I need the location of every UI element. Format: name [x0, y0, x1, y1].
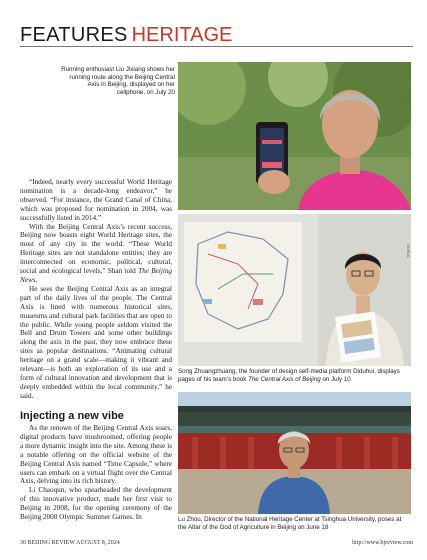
photo-credit: XINHUA: [406, 422, 410, 436]
photo-founder: [178, 214, 411, 366]
caption-founder-date: on July 10: [320, 375, 351, 383]
paragraph: Li Chaoqun, who spearheaded the development of this innovative product, made her first visit to Beijing in 2008, for the opening ceremony of the Beijing 2008 Olympic Summer Games. In: [20, 486, 172, 522]
caption-runner: Running enthusiast Liu Jixiang shows her running route along the Beijing Central Axis in Beijing, displayed on her cellphone, on July 20: [61, 66, 175, 96]
paragraph-text: With the Beijing Central Axis’s recent success, Beijing now boasts eight World Heritage sites, the most of any city in the world. “These World Heritage sites are not standalone entities; they are interconnected on economic, political, cultural, social and ecological levels,” Shan told: [20, 222, 172, 276]
paragraph: [20, 223, 172, 285]
photo-runner-image: [178, 62, 411, 210]
article-body-top: [20, 178, 172, 401]
photo-credit: XINHUA: [406, 92, 410, 106]
section-title: FEATURES: [20, 24, 128, 46]
paragraph: As the renown of the Beijing Central Axis soars, digital products have mushroomed, offering people a more dynamic insight into the site. Among these is a notable offering on the official website of the Beijing Central Axis named “Time Capsule,” where users can embark on a virtual flight over the Central Axis, delving into its rich history.: [20, 424, 172, 486]
page-footer: [20, 540, 413, 546]
caption-founder: [178, 368, 411, 383]
article-body-bottom: [20, 424, 172, 522]
photo-director: [178, 392, 411, 514]
footer-issue: 30 BEIJING REVIEW AUGUST 8, 2024: [20, 540, 120, 546]
paragraph: He sees the Beijing Central Axis as an integral part of the daily lives of the people. The Central Axis is lined with numerous historical sites, museums and cultural park facilities that are open to the public. While young people seldom visited the Bell and Drum Towers and some other buildings along the axis in the past, they now embrace these sites as popular destinations. “Animating cultural heritage on a grand scale—making it vibrant and relevant—is both an exploration of its use and a form of cultural innovation and development that is deeply embedded within the local community,” he said.: [20, 284, 172, 400]
caption-book-title: The Central Axis of Beijing: [248, 375, 321, 383]
caption-director: Lu Zhou, Director of the National Heritage Center at Tsinghua University, poses at the Altar of the God of Agriculture in Beijing on June 18: [178, 516, 402, 531]
section-subtitle: HERITAGE: [131, 24, 233, 46]
caption-founder-text: Song Zhuangzhuang, the founder of design self-media platform Diduhui, displays pages of his team’s book: [178, 368, 400, 383]
photo-founder-image: [178, 214, 411, 366]
paragraph: “Indeed, nearly every successful World Heritage nomination is a decade-long endeavor,” he observed. “For instance, the Grand Canal of China, which was proposed for nomination in 2004, was successfully listed in 2014.”: [20, 178, 172, 222]
publication-name: The Beijing News: [20, 267, 173, 284]
subheading: Injecting a new vibe: [20, 410, 124, 422]
photo-runner: [178, 62, 411, 210]
paragraph-end: .: [35, 275, 38, 284]
header-rule: [20, 46, 413, 47]
photo-director-image: [178, 392, 411, 514]
photo-credit: XINHUA: [406, 244, 410, 258]
footer-url: http://www.bjreview.com: [352, 540, 413, 546]
section-header: [20, 24, 232, 46]
